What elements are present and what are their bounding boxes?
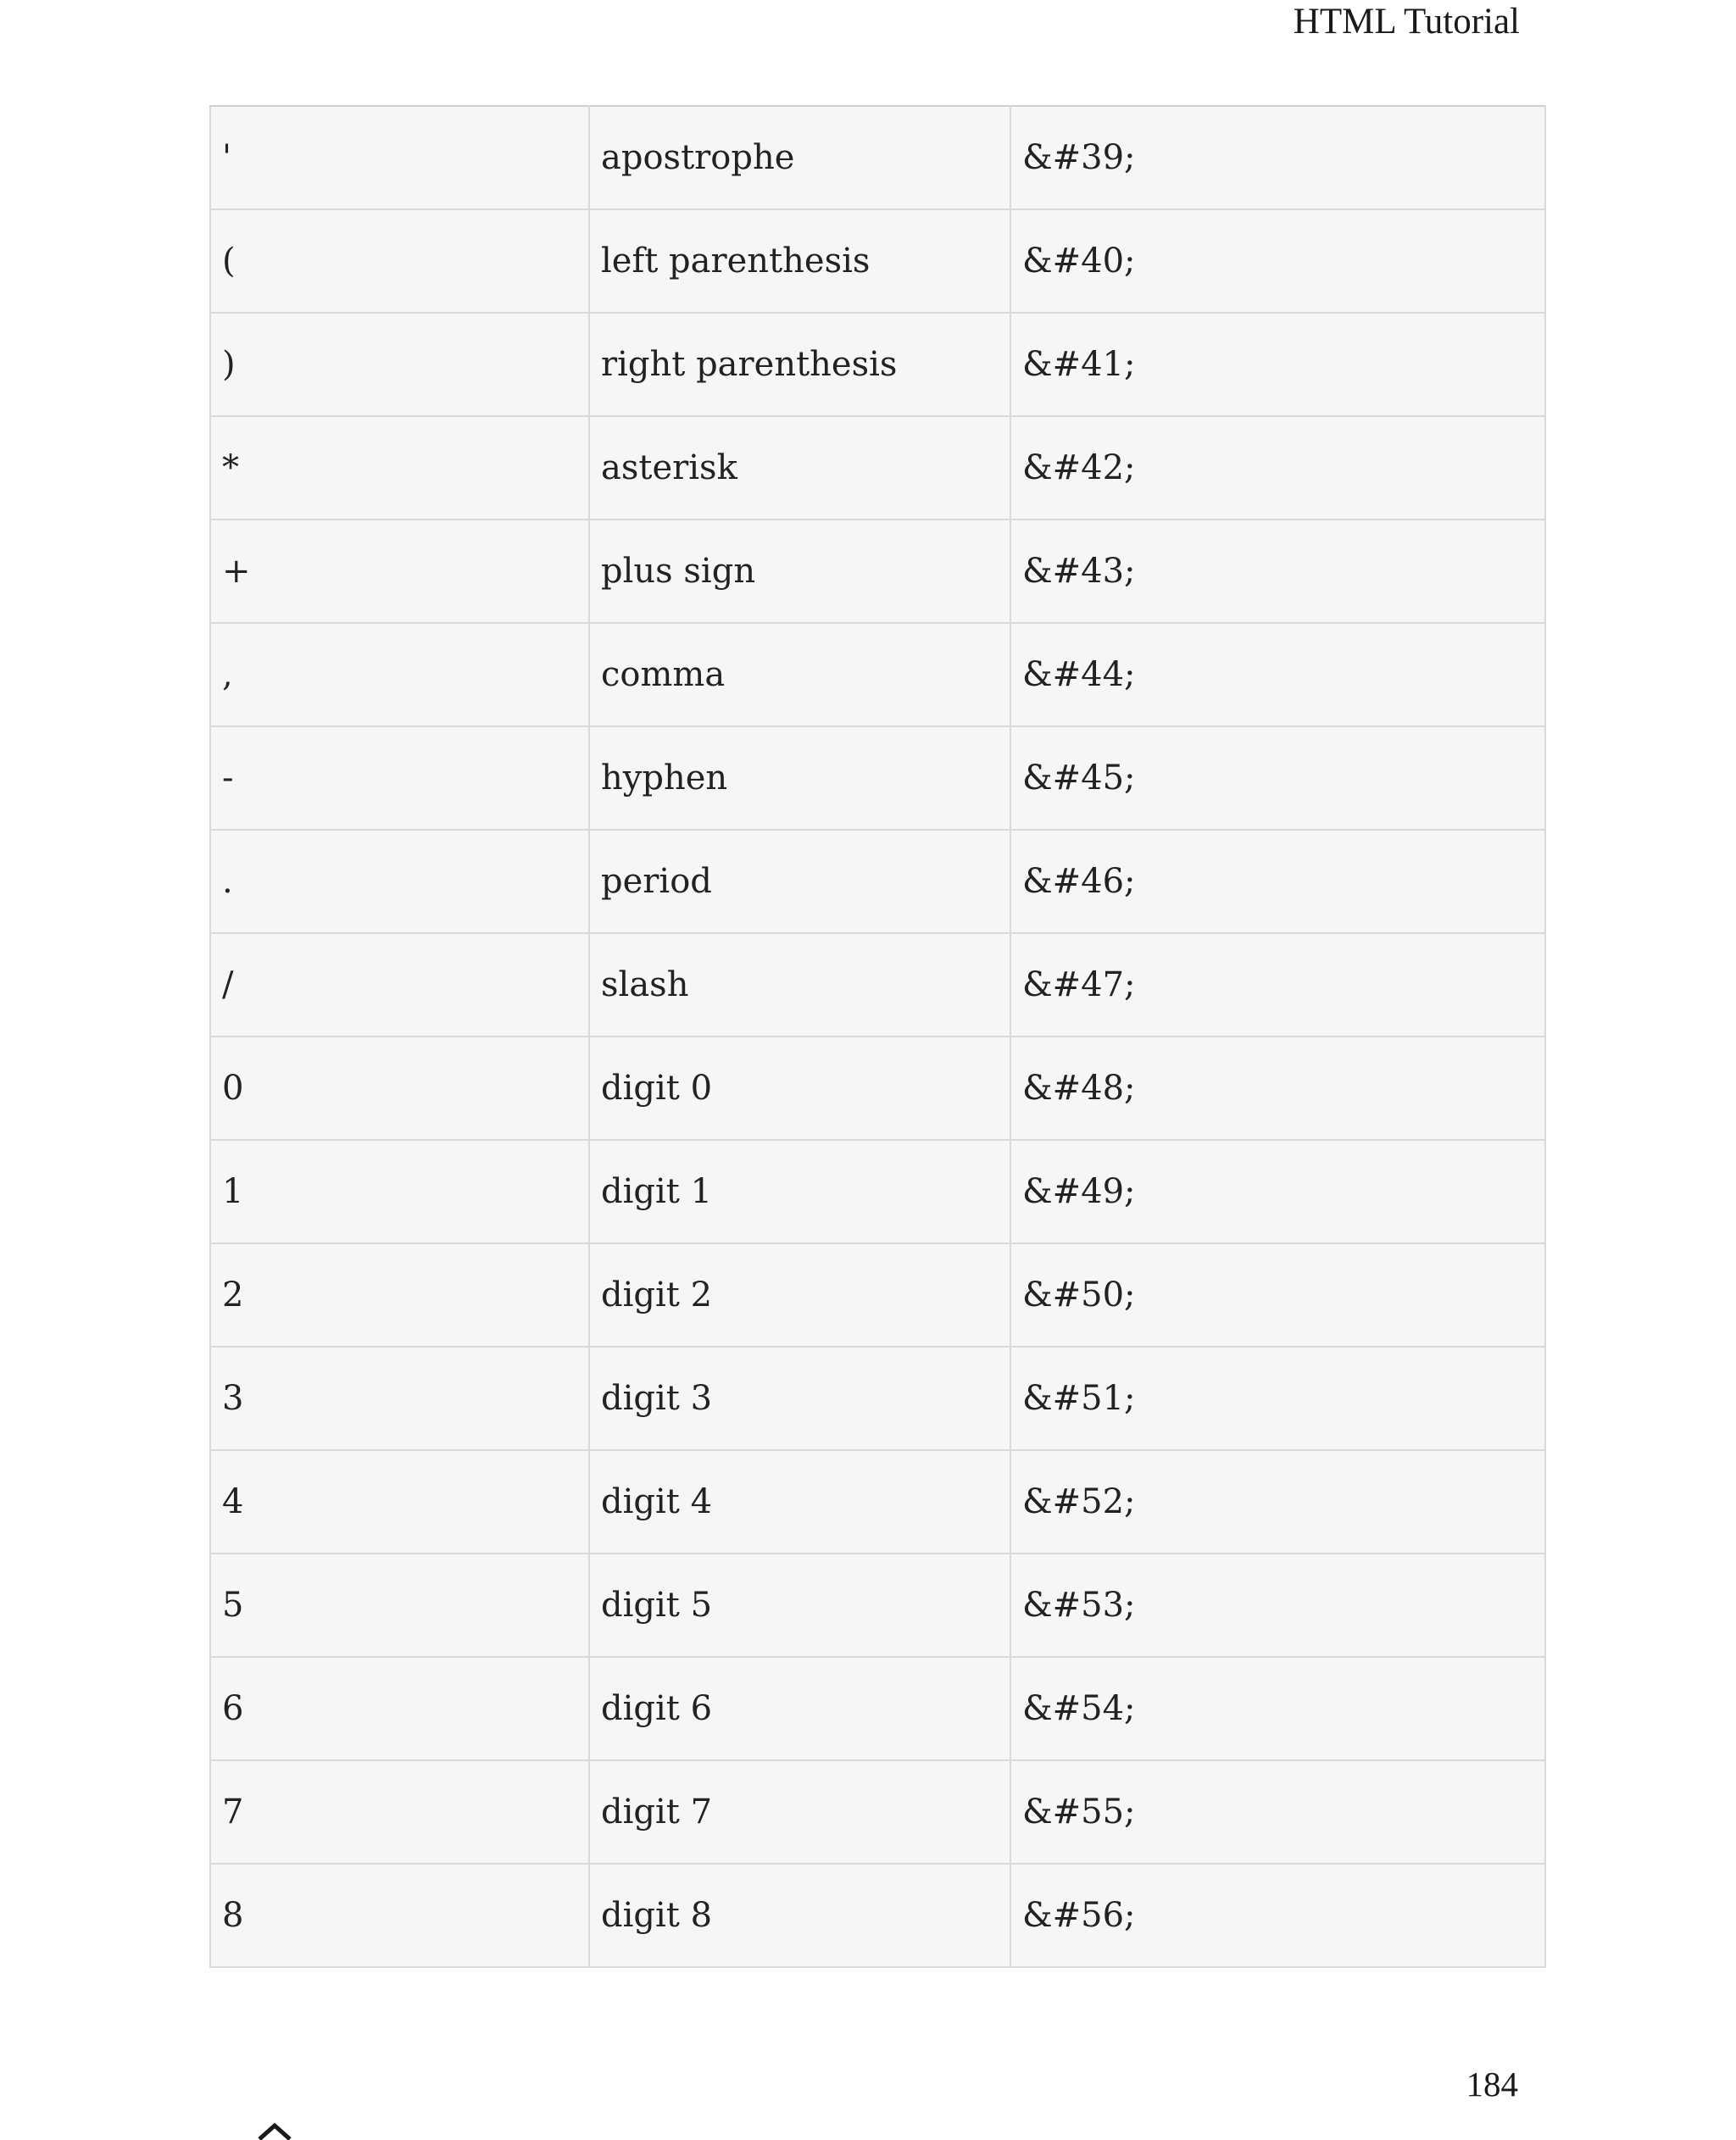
char-cell: ' [210,106,589,209]
table-row [210,933,1545,1037]
table-row [210,416,1545,520]
table-row [210,1037,1545,1140]
char-cell: . [210,830,589,933]
table-row [210,106,1545,209]
description-cell: digit 7 [589,1760,1010,1864]
code-cell: &#52; [1010,1450,1545,1554]
page-header-title: HTML Tutorial [1293,2,1520,42]
description-cell: digit 0 [589,1037,1010,1140]
table-row [210,1450,1545,1554]
code-cell: &#53; [1010,1554,1545,1657]
table-row [210,1554,1545,1657]
description-cell: plus sign [589,520,1010,623]
description-cell: apostrophe [589,106,1010,209]
description-cell: digit 5 [589,1554,1010,1657]
char-cell: / [210,933,589,1037]
description-cell: left parenthesis [589,209,1010,313]
table-row [210,520,1545,623]
char-cell: , [210,623,589,726]
table-row [210,1657,1545,1760]
description-cell: comma [589,623,1010,726]
table-row [210,313,1545,416]
table-row [210,623,1545,726]
description-cell: asterisk [589,416,1010,520]
char-cell: 5 [210,1554,589,1657]
char-cell: ( [210,209,589,313]
table-row [210,1347,1545,1450]
table-row [210,726,1545,830]
description-cell: digit 3 [589,1347,1010,1450]
code-cell: &#54; [1010,1657,1545,1760]
home-icon[interactable] [256,2122,293,2140]
code-cell: &#47; [1010,933,1545,1037]
description-cell: digit 6 [589,1657,1010,1760]
table-row [210,209,1545,313]
description-cell: period [589,830,1010,933]
code-cell: &#55; [1010,1760,1545,1864]
table-row [210,830,1545,933]
description-cell: right parenthesis [589,313,1010,416]
description-cell: digit 4 [589,1450,1010,1554]
table-row [210,1760,1545,1864]
char-cell: + [210,520,589,623]
code-cell: &#44; [1010,623,1545,726]
code-cell: &#50; [1010,1243,1545,1347]
description-cell: hyphen [589,726,1010,830]
char-cell: ) [210,313,589,416]
char-cell: 2 [210,1243,589,1347]
char-cell: 0 [210,1037,589,1140]
char-cell: 6 [210,1657,589,1760]
char-cell: * [210,416,589,520]
code-cell: &#45; [1010,726,1545,830]
code-cell: &#42; [1010,416,1545,520]
description-cell: slash [589,933,1010,1037]
char-cell: 3 [210,1347,589,1450]
char-cell: - [210,726,589,830]
entity-table-container [209,105,1546,1968]
code-cell: &#40; [1010,209,1545,313]
description-cell: digit 8 [589,1864,1010,1967]
char-cell: 1 [210,1140,589,1243]
char-cell: 7 [210,1760,589,1864]
table-row [210,1864,1545,1967]
code-cell: &#48; [1010,1037,1545,1140]
code-cell: &#49; [1010,1140,1545,1243]
page-number: 184 [1466,2065,1518,2104]
description-cell: digit 2 [589,1243,1010,1347]
code-cell: &#51; [1010,1347,1545,1450]
code-cell: &#39; [1010,106,1545,209]
description-cell: digit 1 [589,1140,1010,1243]
char-cell: 4 [210,1450,589,1554]
code-cell: &#46; [1010,830,1545,933]
table-row [210,1243,1545,1347]
entity-table [209,105,1546,1968]
char-cell: 8 [210,1864,589,1967]
code-cell: &#41; [1010,313,1545,416]
table-row [210,1140,1545,1243]
code-cell: &#43; [1010,520,1545,623]
code-cell: &#56; [1010,1864,1545,1967]
